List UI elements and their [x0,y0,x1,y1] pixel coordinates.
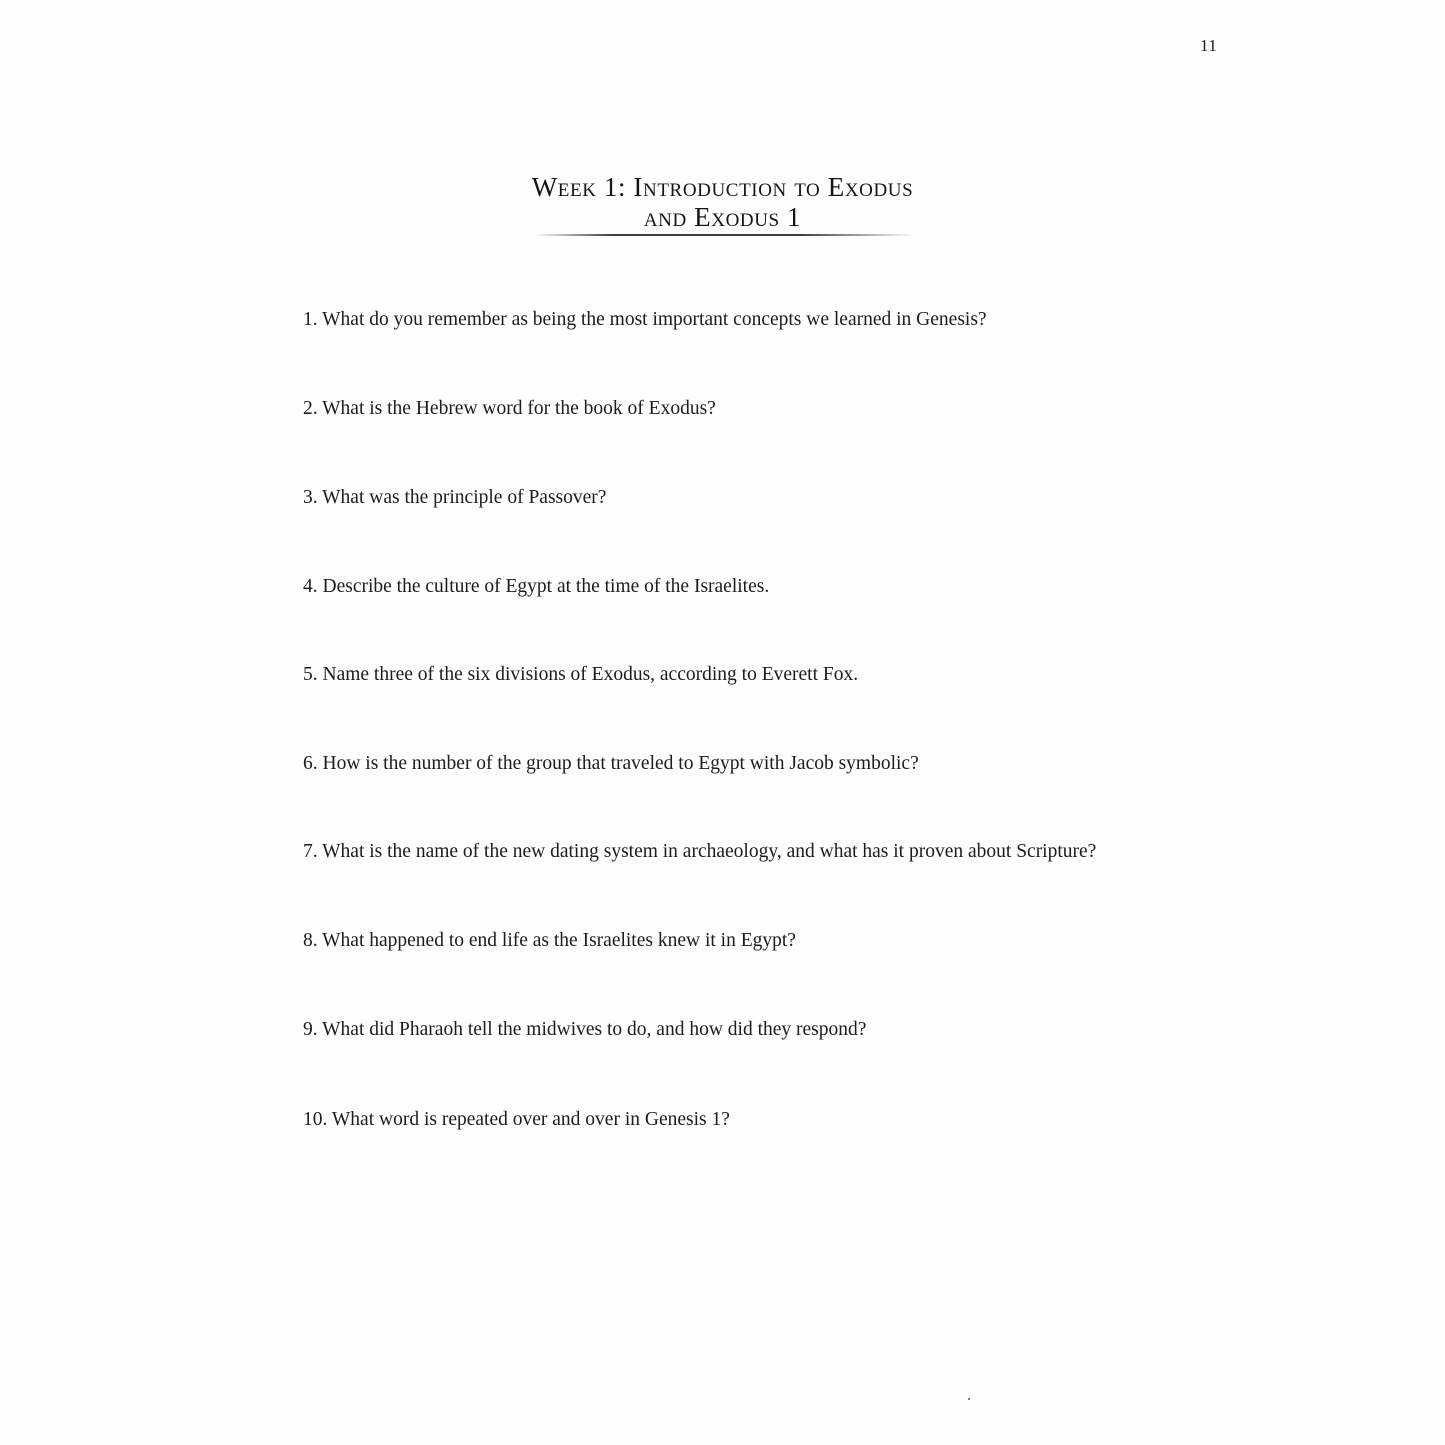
question-item: 9. What did Pharaoh tell the midwives to do, and how did they respond? [303,1019,867,1040]
question-item: 1. What do you remember as being the most important concepts we learned in Genesis? [303,309,987,330]
question-item: 4. Describe the culture of Egypt at the time of the Israelites. [303,576,770,597]
question-item: 10. What word is repeated over and over in Genesis 1? [303,1109,730,1130]
title-underline-divider [536,234,914,236]
paper-speck [968,1398,970,1400]
question-item: 7. What is the name of the new dating system in archaeology, and what has it proven about Scripture? [303,841,1097,862]
page-title [0,172,1445,232]
title-line-1: Week 1: Introduction to Exodus [531,172,914,202]
question-item: 3. What was the principle of Passover? [303,487,607,508]
question-item: 8. What happened to end life as the Israelites knew it in Egypt? [303,930,796,951]
page-number: 11 [1200,36,1218,55]
question-item: 2. What is the Hebrew word for the book of Exodus? [303,398,716,419]
question-item: 6. How is the number of the group that traveled to Egypt with Jacob symbolic? [303,753,919,774]
question-item: 5. Name three of the six divisions of Exodus, according to Everett Fox. [303,664,859,685]
title-line-2: and Exodus 1 [643,202,802,232]
